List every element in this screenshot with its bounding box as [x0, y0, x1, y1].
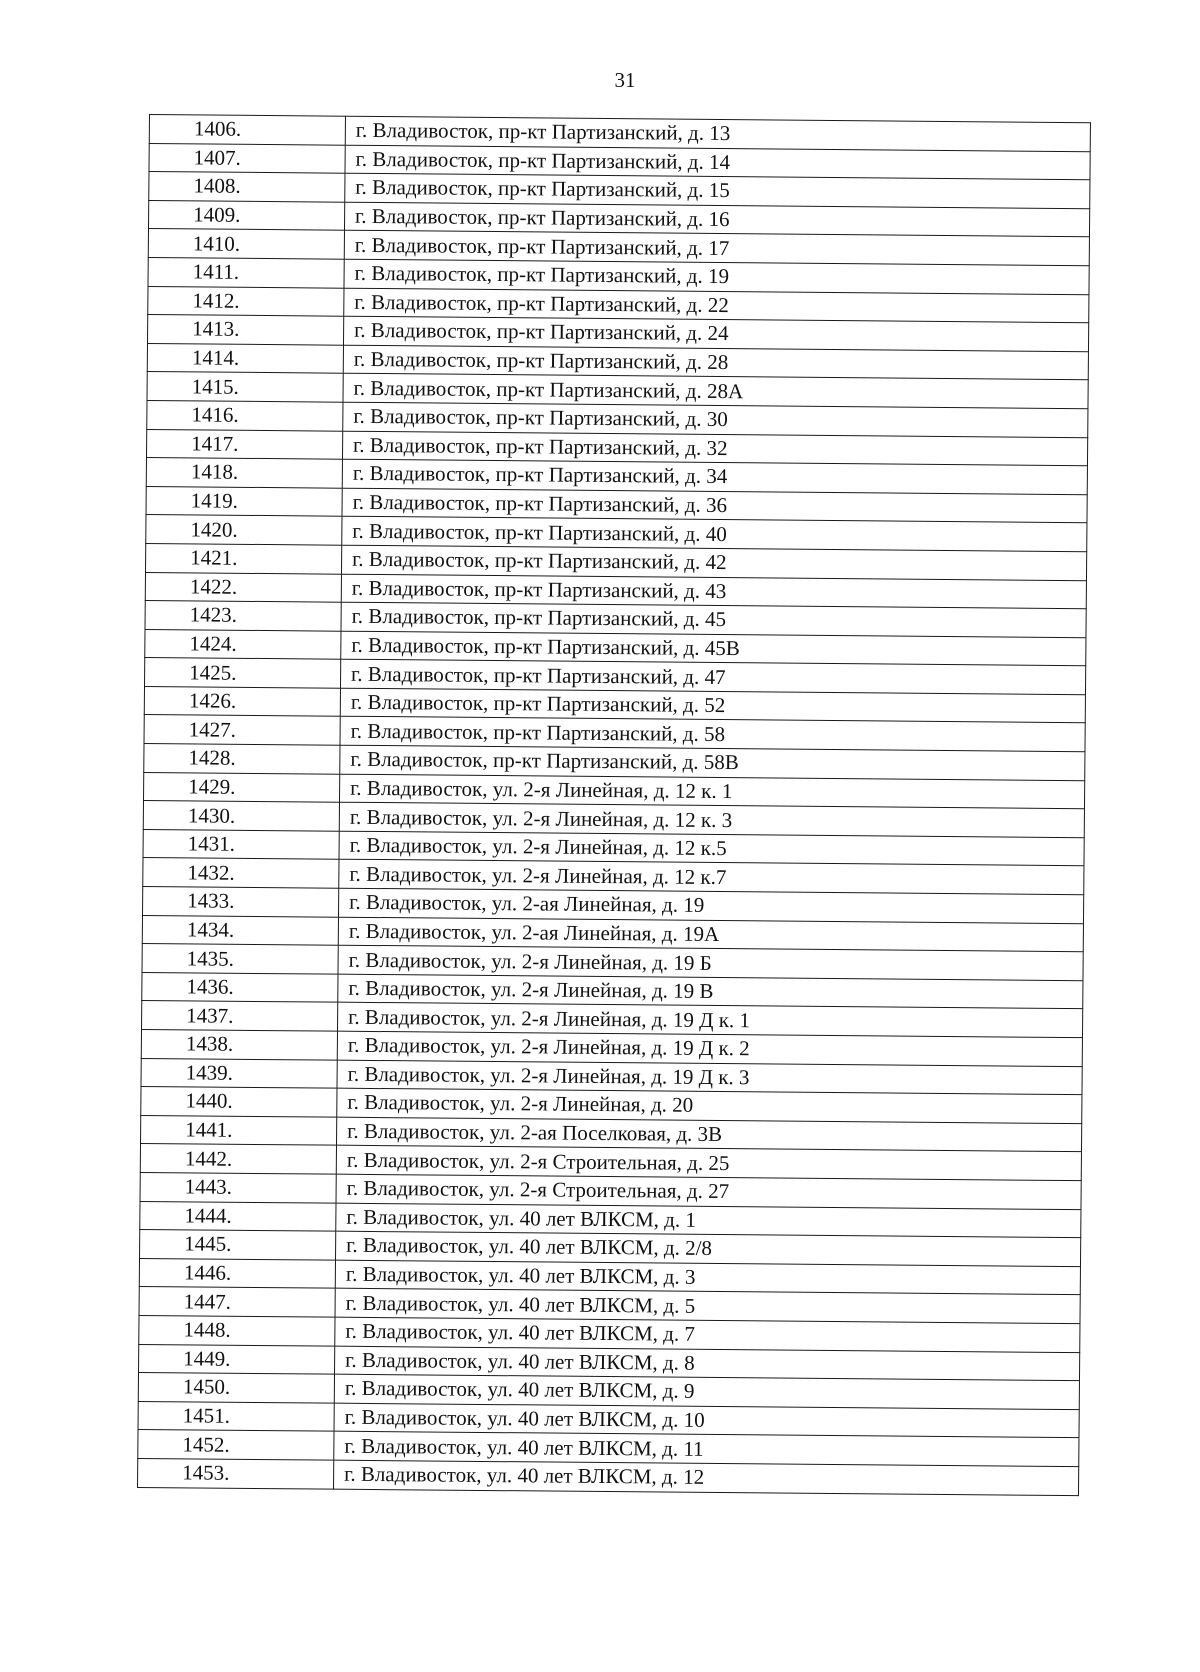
row-address: г. Владивосток, пр-кт Партизанский, д. 19 [344, 259, 1089, 294]
row-number: 1427. [144, 715, 340, 745]
row-number: 1452. [138, 1430, 334, 1460]
row-number: 1444. [140, 1201, 336, 1231]
row-number: 1437. [142, 1001, 338, 1031]
page-number: 31 [614, 68, 636, 92]
row-number: 1448. [139, 1315, 335, 1345]
row-address: г. Владивосток, ул. 40 лет ВЛКСМ, д. 2/8 [336, 1231, 1081, 1266]
row-number: 1423. [145, 601, 341, 631]
row-address: г. Владивосток, ул. 2-ая Линейная, д. 19А [338, 917, 1083, 952]
row-address: г. Владивосток, ул. 2-я Линейная, д. 19 Б [338, 945, 1083, 980]
row-number: 1446. [139, 1258, 335, 1288]
row-address: г. Владивосток, пр-кт Партизанский, д. 15 [345, 173, 1090, 208]
row-address: г. Владивосток, ул. 2-я Линейная, д. 12 к.5 [339, 831, 1084, 866]
row-number: 1412. [148, 286, 344, 316]
row-address: г. Владивосток, пр-кт Партизанский, д. 34 [342, 459, 1087, 494]
row-address: г. Владивосток, пр-кт Партизанский, д. 52 [340, 688, 1085, 723]
row-address: г. Владивосток, пр-кт Партизанский, д. 16 [344, 202, 1089, 237]
row-address: г. Владивосток, пр-кт Партизанский, д. 43 [341, 574, 1086, 609]
row-address: г. Владивосток, пр-кт Партизанский, д. 58В [340, 745, 1085, 780]
row-number: 1434. [142, 915, 338, 945]
row-number: 1450. [138, 1373, 334, 1403]
row-number: 1439. [141, 1058, 337, 1088]
row-address: г. Владивосток, пр-кт Партизанский, д. 30 [343, 402, 1088, 437]
row-number: 1411. [148, 257, 344, 287]
row-number: 1425. [145, 658, 341, 688]
row-address: г. Владивосток, ул. 40 лет ВЛКСМ, д. 12 [334, 1460, 1079, 1495]
row-address: г. Владивосток, пр-кт Партизанский, д. 47 [340, 659, 1085, 694]
row-address: г. Владивосток, пр-кт Партизанский, д. 24 [343, 316, 1088, 351]
row-address: г. Владивосток, ул. 2-я Линейная, д. 20 [337, 1088, 1082, 1123]
row-number: 1407. [149, 143, 345, 173]
row-number: 1419. [146, 486, 342, 516]
row-address: г. Владивосток, ул. 2-я Линейная, д. 12 к. 3 [339, 802, 1084, 837]
row-number: 1414. [147, 343, 343, 373]
row-number: 1443. [140, 1172, 336, 1202]
row-number: 1430. [143, 801, 339, 831]
row-number: 1438. [141, 1029, 337, 1059]
row-address: г. Владивосток, ул. 2-я Линейная, д. 12 к. 1 [339, 774, 1084, 809]
row-number: 1416. [147, 400, 343, 430]
row-address: г. Владивосток, ул. 40 лет ВЛКСМ, д. 11 [334, 1431, 1079, 1466]
row-address: г. Владивосток, ул. 40 лет ВЛКСМ, д. 8 [335, 1346, 1080, 1381]
row-number: 1415. [147, 372, 343, 402]
row-number: 1442. [140, 1144, 336, 1174]
row-number: 1428. [144, 744, 340, 774]
row-address: г. Владивосток, пр-кт Партизанский, д. 28 [343, 345, 1088, 380]
row-number: 1406. [149, 115, 345, 145]
row-number: 1410. [148, 229, 344, 259]
row-number: 1417. [147, 429, 343, 459]
row-number: 1436. [142, 972, 338, 1002]
row-number: 1422. [145, 572, 341, 602]
row-address: г. Владивосток, пр-кт Партизанский, д. 14 [345, 145, 1090, 180]
row-number: 1421. [146, 543, 342, 573]
row-address: г. Владивосток, пр-кт Партизанский, д. 58 [340, 717, 1085, 752]
row-number: 1432. [143, 858, 339, 888]
row-number: 1420. [146, 515, 342, 545]
row-number: 1409. [148, 200, 344, 230]
row-number: 1413. [147, 315, 343, 345]
row-number: 1431. [143, 829, 339, 859]
row-number: 1440. [141, 1087, 337, 1117]
row-address: г. Владивосток, ул. 2-ая Поселковая, д. 3В [337, 1117, 1082, 1152]
row-number: 1424. [145, 629, 341, 659]
row-address: г. Владивосток, пр-кт Партизанский, д. 32 [342, 431, 1087, 466]
row-address: г. Владивосток, ул. 2-ая Линейная, д. 19 [339, 888, 1084, 923]
row-address: г. Владивосток, пр-кт Партизанский, д. 36 [342, 488, 1087, 523]
row-address: г. Владивосток, ул. 2-я Строительная, д. 27 [336, 1174, 1081, 1209]
row-address: г. Владивосток, ул. 40 лет ВЛКСМ, д. 5 [335, 1289, 1080, 1324]
row-address: г. Владивосток, пр-кт Партизанский, д. 17 [344, 231, 1089, 266]
row-number: 1433. [143, 887, 339, 917]
row-address: г. Владивосток, пр-кт Партизанский, д. 28А [343, 374, 1088, 409]
row-address: г. Владивосток, ул. 40 лет ВЛКСМ, д. 7 [335, 1317, 1080, 1352]
row-address: г. Владивосток, ул. 40 лет ВЛКСМ, д. 10 [334, 1403, 1079, 1438]
row-number: 1441. [141, 1115, 337, 1145]
row-address: г. Владивосток, пр-кт Партизанский, д. 45В [341, 631, 1086, 666]
address-table [137, 114, 1091, 1496]
row-number: 1426. [144, 686, 340, 716]
row-address: г. Владивосток, ул. 2-я Строительная, д. 25 [336, 1146, 1081, 1181]
address-table-body [138, 115, 1091, 1496]
row-address: г. Владивосток, ул. 40 лет ВЛКСМ, д. 3 [335, 1260, 1080, 1295]
row-number: 1451. [138, 1401, 334, 1431]
row-address: г. Владивосток, ул. 2-я Линейная, д. 19 Д к. 1 [338, 1003, 1083, 1038]
row-address: г. Владивосток, пр-кт Партизанский, д. 42 [341, 545, 1086, 580]
row-address: г. Владивосток, ул. 2-я Линейная, д. 12 к.7 [339, 860, 1084, 895]
row-address: г. Владивосток, ул. 2-я Линейная, д. 19 В [338, 974, 1083, 1009]
row-number: 1435. [142, 944, 338, 974]
row-address: г. Владивосток, ул. 40 лет ВЛКСМ, д. 1 [336, 1203, 1081, 1238]
row-address: г. Владивосток, пр-кт Партизанский, д. 40 [342, 517, 1087, 552]
row-number: 1445. [140, 1230, 336, 1260]
row-number: 1429. [144, 772, 340, 802]
row-address: г. Владивосток, пр-кт Партизанский, д. 45 [341, 602, 1086, 637]
row-number: 1453. [138, 1458, 334, 1488]
row-address: г. Владивосток, пр-кт Партизанский, д. 13 [345, 116, 1090, 151]
row-number: 1418. [146, 458, 342, 488]
row-address: г. Владивосток, ул. 2-я Линейная, д. 19 Д к. 3 [337, 1060, 1082, 1095]
row-number: 1408. [149, 172, 345, 202]
row-address: г. Владивосток, ул. 40 лет ВЛКСМ, д. 9 [334, 1374, 1079, 1409]
row-address: г. Владивосток, пр-кт Партизанский, д. 22 [344, 288, 1089, 323]
row-number: 1447. [139, 1287, 335, 1317]
row-number: 1449. [139, 1344, 335, 1374]
row-address: г. Владивосток, ул. 2-я Линейная, д. 19 Д к. 2 [337, 1031, 1082, 1066]
